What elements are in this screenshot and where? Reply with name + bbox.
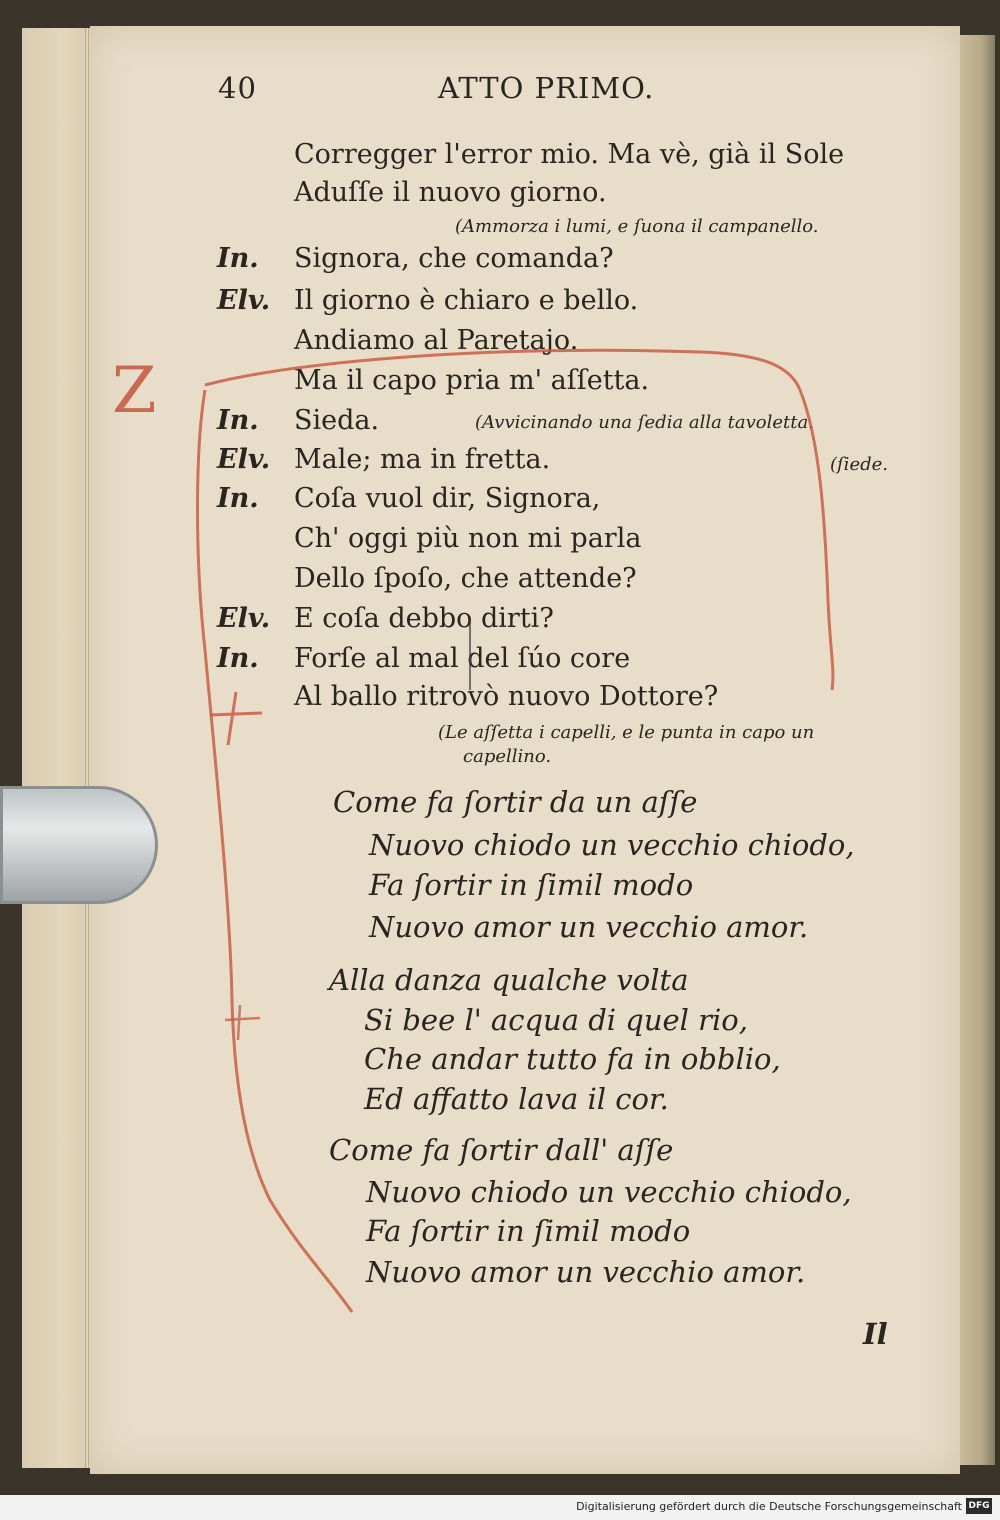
dfg-logo: DFG: [966, 1498, 992, 1514]
aria-line: Nuovo amor un vecchio amor.: [369, 910, 809, 944]
page-number: 40: [218, 71, 257, 105]
dialogue-line: Ch' oggi più non mi parla: [294, 523, 642, 554]
stage-direction: (Le aſſetta i capelli, e le punta in capo un: [438, 722, 815, 743]
stage-direction: (Ammorza i lumi, e ſuona il campanello.: [455, 216, 819, 237]
footer-credit: Digitalisierung gefördert durch die Deutsche Forschungsgemeinschaft: [576, 1500, 962, 1513]
dialogue-line: Coſa vuol dir, Signora,: [294, 483, 601, 514]
aria-line: Che andar tutto fa in obblio,: [364, 1042, 781, 1076]
book-page: [90, 26, 960, 1474]
page-clip: [0, 786, 158, 904]
aria-line: Ed affatto lava il cor.: [364, 1082, 669, 1116]
stage-direction: (Avvicinando una ſedia alla tavoletta.: [475, 412, 814, 433]
aria-line: Come fa ſortir dall' aſſe: [329, 1133, 674, 1167]
stage-direction: (ſiede.: [830, 454, 888, 475]
dialogue-line: Andiamo al Paretajo.: [294, 325, 579, 356]
aria-line: Fa ſortir in ſimil modo: [366, 1214, 691, 1248]
dialogue-line: Aduſſe il nuovo giorno.: [294, 177, 607, 208]
dialogue-line: Male; ma in fretta.: [294, 444, 551, 475]
dialogue-line: Sieda.: [294, 405, 380, 436]
aria-line: Si bee l' acqua di quel rio,: [364, 1003, 748, 1037]
speaker-label: In.: [217, 483, 259, 514]
aria-line: Nuovo chiodo un vecchio chiodo,: [369, 828, 855, 862]
aria-line: Come fa ſortir da un aſſe: [333, 785, 698, 819]
stage-direction: capellino.: [463, 746, 552, 767]
aria-line: Nuovo chiodo un vecchio chiodo,: [366, 1175, 852, 1209]
dialogue-line: Ma il capo pria m' aſſetta.: [294, 365, 650, 396]
speaker-label: Elv.: [217, 603, 271, 634]
aria-line: Alla danza qualche volta: [329, 963, 689, 997]
dialogue-line: Il giorno è chiaro e bello.: [294, 285, 639, 316]
dialogue-line: Signora, che comanda?: [294, 243, 614, 274]
aria-line: Nuovo amor un vecchio amor.: [366, 1255, 806, 1289]
dialogue-line: Dello ſpoſo, che attende?: [294, 563, 637, 594]
annotation-letter: Z: [112, 354, 157, 428]
catchword: Il: [863, 1317, 888, 1351]
dialogue-line: Corregger l'error mio. Ma vè, già il Sole: [294, 139, 845, 170]
book-right-edge: [960, 35, 995, 1465]
speaker-label: In.: [217, 405, 259, 436]
aria-line: Fa ſortir in ſimil modo: [369, 868, 694, 902]
running-head: ATTO PRIMO.: [438, 71, 655, 105]
speaker-label: In.: [217, 643, 259, 674]
dialogue-line: Forſe al mal del ſúo core: [294, 643, 631, 674]
speaker-label: Elv.: [217, 285, 271, 316]
dialogue-line: E coſa debbo dirti?: [294, 603, 554, 634]
speaker-label: Elv.: [217, 444, 271, 475]
speaker-label: In.: [217, 243, 259, 274]
dialogue-line: Al ballo ritrovò nuovo Dottore?: [294, 681, 719, 712]
